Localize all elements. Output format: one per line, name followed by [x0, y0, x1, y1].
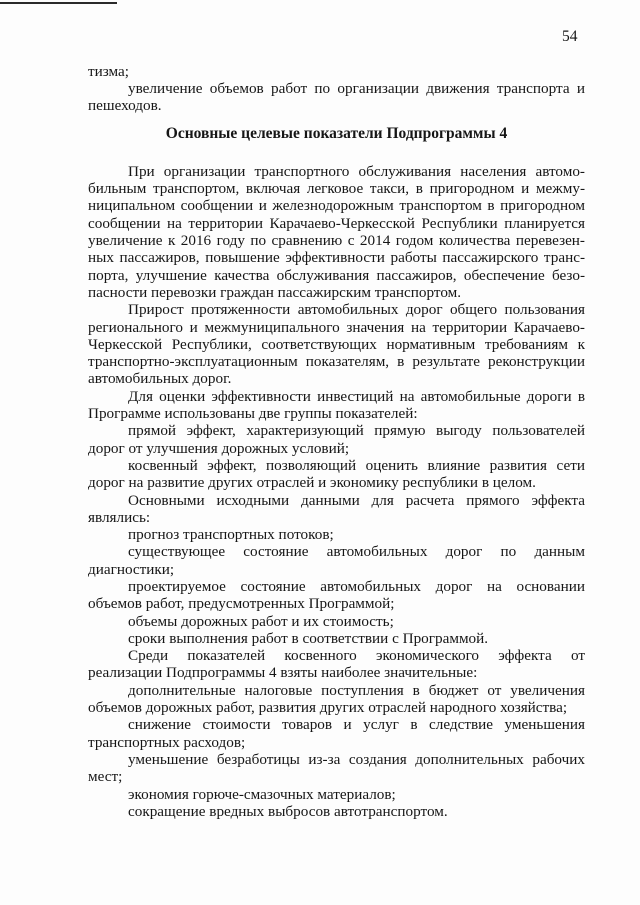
- text-line: диагностики;: [88, 560, 175, 578]
- paragraph: [88, 786, 585, 803]
- text-line: увеличение объемов работ по организации движения транспорта и: [128, 79, 585, 97]
- text-line: ных пассажиров, повышение эффективности работы пассажирского транс-: [88, 249, 585, 267]
- text-line: объемов дорожных работ, развития других отраслей народного хозяйства;: [88, 699, 568, 717]
- paragraph: [88, 630, 585, 647]
- text-line: являлись:: [88, 508, 151, 526]
- paragraph: [88, 716, 585, 751]
- text-line: Прирост протяженности автомобильных дорог общего пользования: [128, 301, 585, 319]
- document-body: [88, 63, 585, 821]
- text-line: прогноз транспортных потоков;: [128, 526, 334, 544]
- text-line: Программе использованы две группы показателей:: [88, 405, 418, 423]
- intro-paragraphs: [88, 80, 585, 115]
- text-line: дополнительные налоговые поступления в бюджет от увеличения: [128, 681, 585, 699]
- text-line: существующее состояние автомобильных дорог по данным: [128, 543, 585, 561]
- text-line: транспортно-эксплуатационным показателям, в результате реконструкции: [88, 353, 585, 371]
- paragraph: [88, 647, 585, 682]
- text-line: сокращение вредных выбросов автотранспортом.: [128, 802, 448, 820]
- text-line: ниципальном сообщении и железнодорожным транспортом в пригородном: [88, 197, 585, 215]
- text-line: мест;: [88, 768, 123, 786]
- text-line: Среди показателей косвенного экономического эффекта от: [128, 647, 585, 665]
- text-line: бильным транспортом, включая легковое такси, в пригородном и межму-: [88, 180, 585, 198]
- text-line: пешеходов.: [88, 97, 162, 115]
- text-line: увеличение к 2016 году по сравнению с 2014 годом количества перевезен-: [88, 232, 585, 250]
- text-line: косвенный эффект, позволяющий оценить влияние развития сети: [128, 456, 585, 474]
- paragraph: [88, 457, 585, 492]
- text-line: порта, улучшение качества обслуживания пассажиров, обеспечение безо-: [88, 266, 585, 284]
- text-line: уменьшение безработицы из-за создания дополнительных рабочих: [128, 750, 585, 768]
- text-line: При организации транспортного обслуживания населения автомо-: [128, 162, 585, 180]
- paragraph: [88, 492, 585, 527]
- text-line: Черкесской Республики, соответствующих нормативным требованиям к: [88, 335, 585, 353]
- main-paragraphs: [88, 163, 585, 820]
- text-line: экономия горюче-смазочных материалов;: [128, 785, 396, 803]
- paragraph: [88, 526, 585, 543]
- page-number: 54: [562, 28, 578, 45]
- section-heading: Основные целевые показатели Подпрограммы 4: [165, 124, 508, 142]
- scan-edge-line: [0, 2, 117, 4]
- text-line: сроки выполнения работ в соответствии с Программой.: [128, 629, 489, 647]
- paragraph: [88, 803, 585, 820]
- continued-text-line: тизма;: [88, 62, 130, 80]
- paragraph: [88, 80, 585, 115]
- paragraph: [88, 578, 585, 613]
- text-line: регионального и межмуниципального значения на территории Карачаево-: [88, 318, 585, 336]
- text-line: объемы дорожных работ и их стоимость;: [128, 612, 394, 630]
- paragraph: [88, 682, 585, 717]
- text-line: автомобильных дорог.: [88, 370, 232, 388]
- paragraph: [88, 388, 585, 423]
- text-line: Основными исходными данными для расчета прямого эффекта: [128, 491, 585, 509]
- paragraph: [88, 163, 585, 301]
- paragraph: [88, 543, 585, 578]
- text-line: дорог от улучшения дорожных условий;: [88, 439, 350, 457]
- text-line: транспортных расходов;: [88, 733, 246, 751]
- paragraph: [88, 751, 585, 786]
- text-line: объемов работ, предусмотренных Программой;: [88, 595, 395, 613]
- text-line: дорог на развитие других отраслей и экономику республики в целом.: [88, 474, 536, 492]
- text-line: Для оценки эффективности инвестиций на автомобильные дороги в: [128, 387, 585, 405]
- text-line: пасности перевозки граждан пассажирским транспортом.: [88, 283, 462, 301]
- text-line: реализации Подпрограммы 4 взяты наиболее значительные:: [88, 664, 478, 682]
- paragraph: [88, 422, 585, 457]
- text-line: снижение стоимости товаров и услуг в следствие уменьшения: [128, 716, 585, 734]
- paragraph: [88, 301, 585, 387]
- text-line: прямой эффект, характеризующий прямую выгоду пользователей: [128, 422, 585, 440]
- text-line: проектируемое состояние автомобильных дорог на основании: [128, 578, 585, 595]
- text-line: сообщении на территории Карачаево-Черкесской Республики планируется: [88, 214, 585, 232]
- paragraph: [88, 613, 585, 630]
